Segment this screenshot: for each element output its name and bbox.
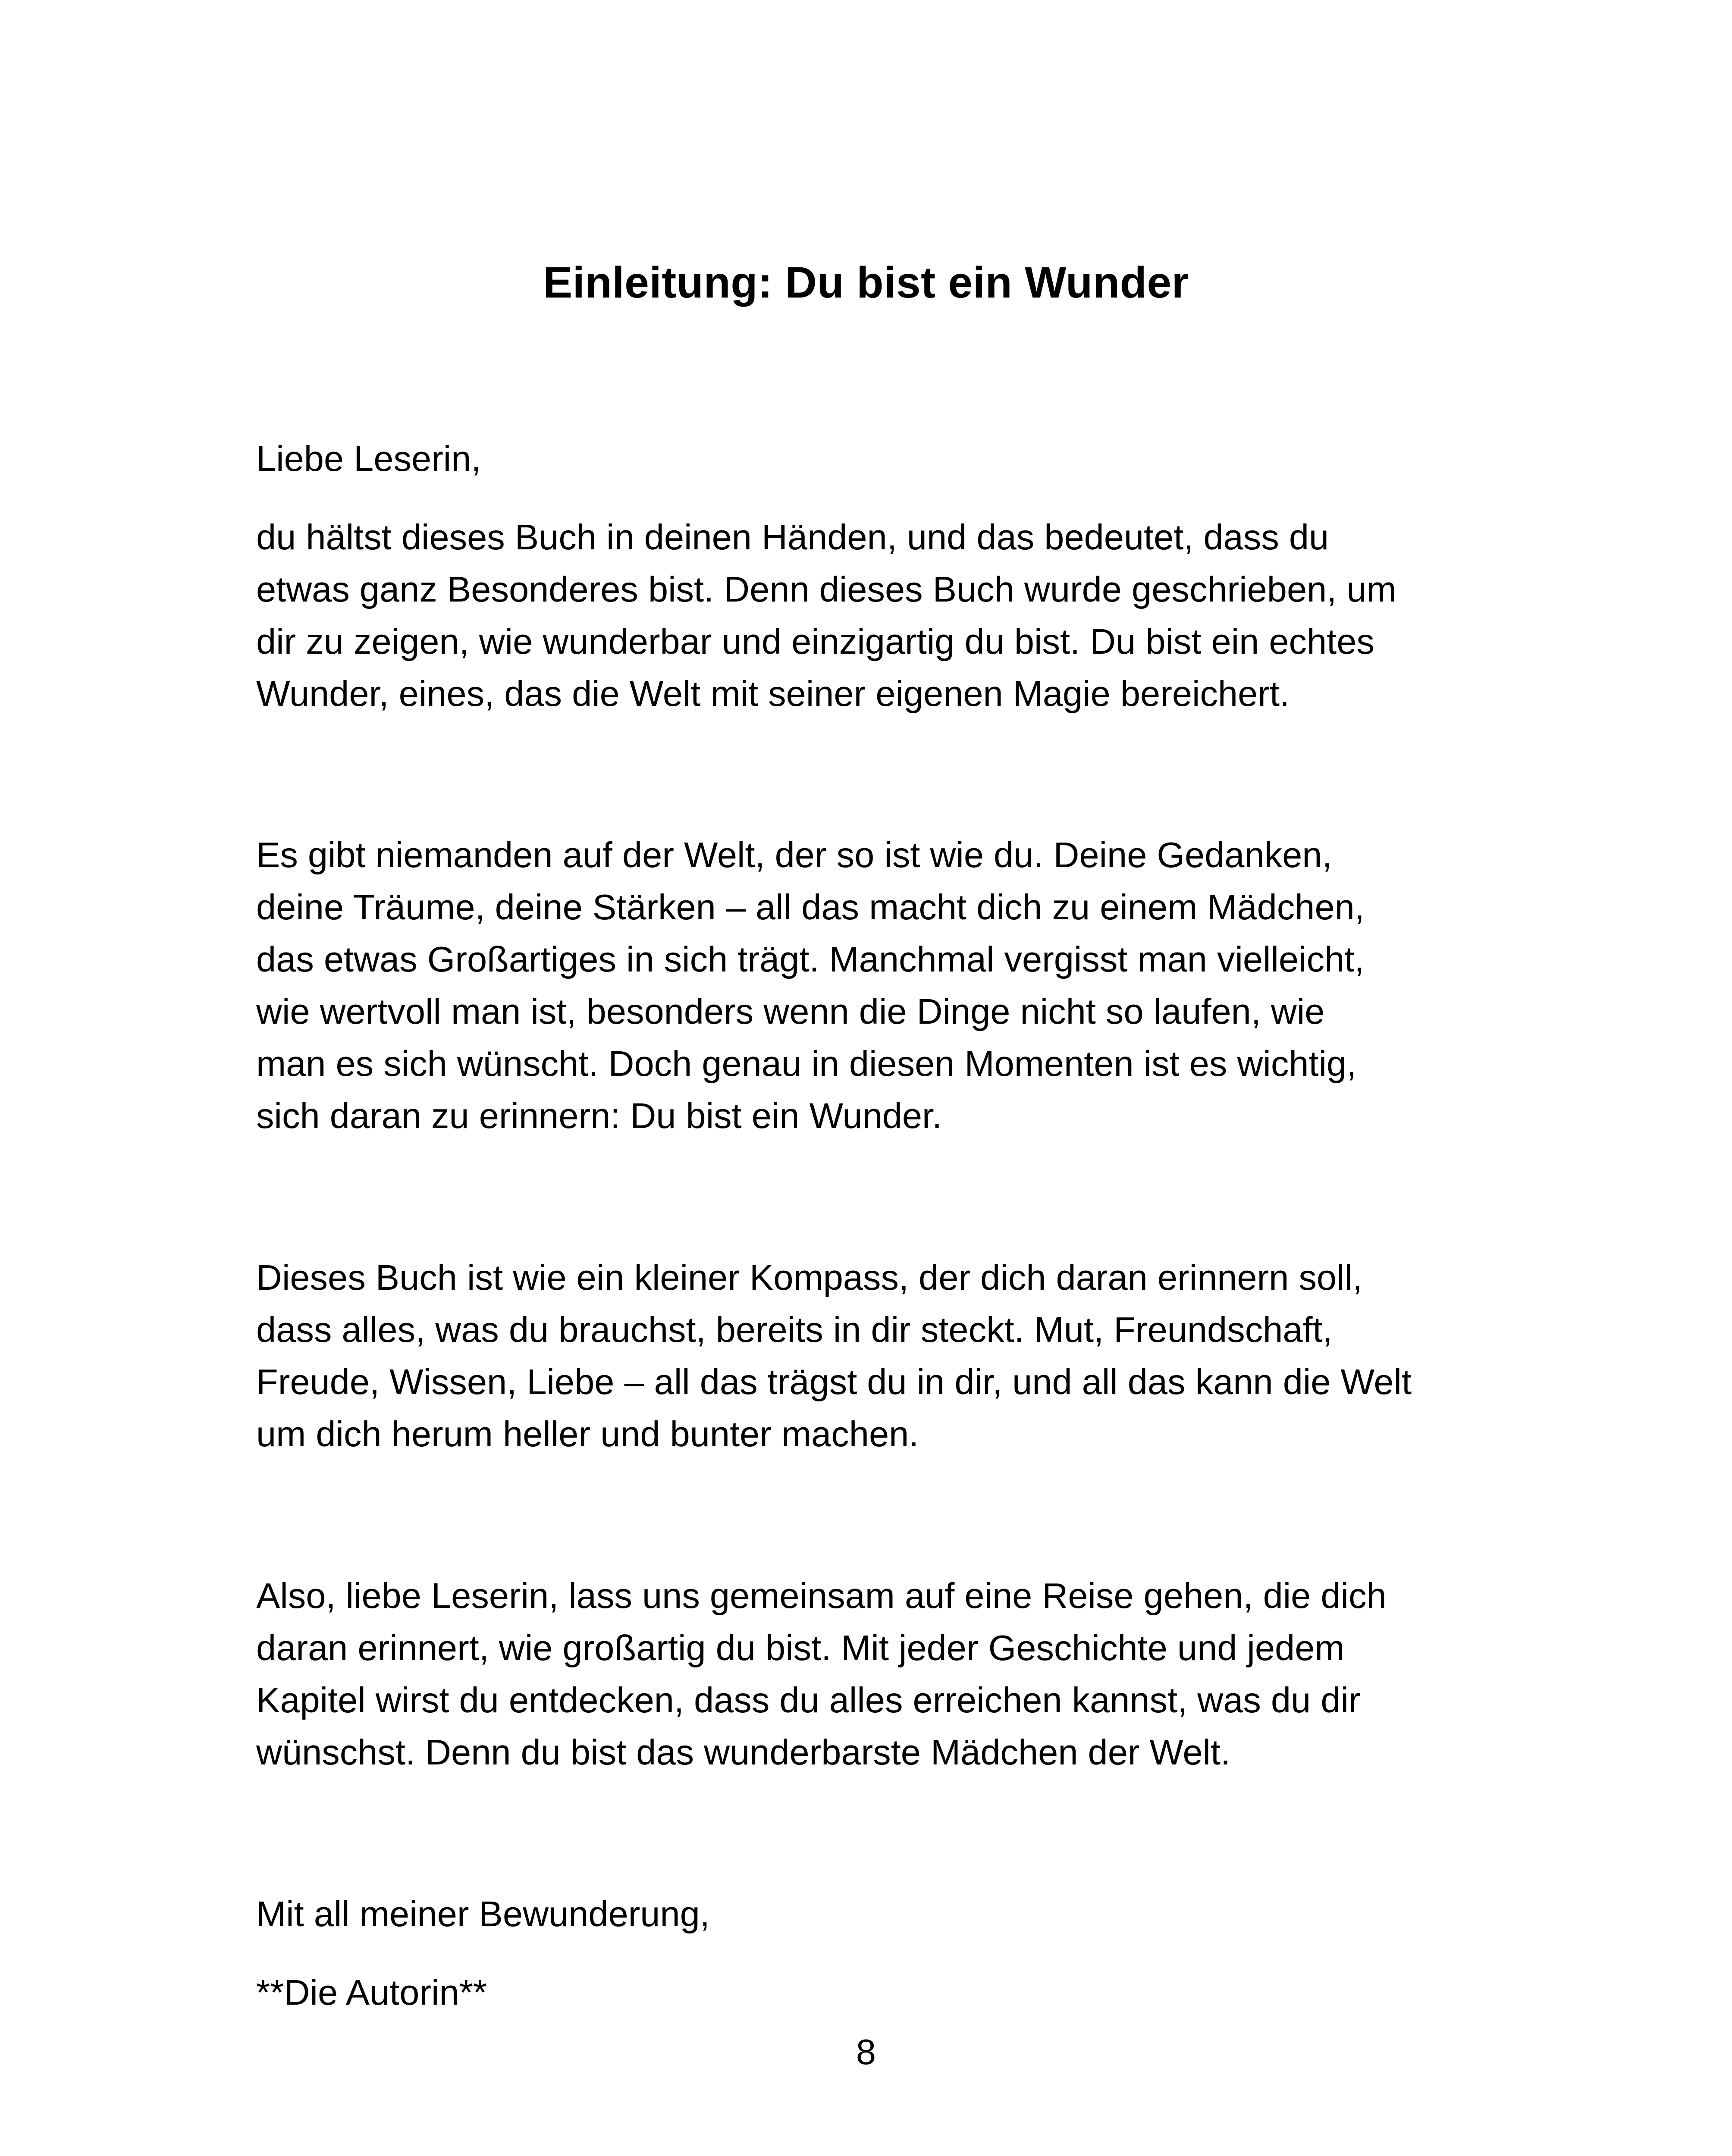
chapter-title: Einleitung: Du bist ein Wunder <box>543 258 1189 307</box>
paragraph-1 <box>256 511 1490 720</box>
paragraph-line: dass alles, was du brauchst, bereits in dir steckt. Mut, Freundschaft, <box>256 1310 1333 1350</box>
signature: **Die Autorin** <box>256 1972 487 2012</box>
paragraph-line: wie wertvoll man ist, besonders wenn die Dinge nicht so laufen, wie <box>256 991 1325 1031</box>
paragraph-line: wünschst. Denn du bist das wunderbarste Mädchen der Welt. <box>256 1732 1231 1772</box>
greeting: Liebe Leserin, <box>256 439 481 479</box>
paragraph-line: dir zu zeigen, wie wunderbar und einzigartig du bist. Du bist ein echtes <box>256 621 1374 661</box>
paragraph-line: Kapitel wirst du entdecken, dass du alles erreichen kannst, was du dir <box>256 1680 1361 1720</box>
paragraph-line: Es gibt niemanden auf der Welt, der so ist wie du. Deine Gedanken, <box>256 835 1332 875</box>
paragraph-line: daran erinnert, wie großartig du bist. Mit jeder Geschichte und jedem <box>256 1628 1345 1668</box>
paragraph-2 <box>256 829 1490 1142</box>
closing-line: Mit all meiner Bewunderung, <box>256 1894 710 1934</box>
paragraph-3 <box>256 1251 1490 1460</box>
paragraph-line: Also, liebe Leserin, lass uns gemeinsam auf eine Reise gehen, die dich <box>256 1576 1387 1616</box>
paragraph-line: Freude, Wissen, Liebe – all das trägst du in dir, und all das kann die Welt <box>256 1362 1412 1402</box>
paragraph-line: du hältst dieses Buch in deinen Händen, und das bedeutet, dass du <box>256 517 1329 557</box>
paragraph-line: um dich herum heller und bunter machen. <box>256 1414 919 1454</box>
paragraph-line: Wunder, eines, das die Welt mit seiner eigenen Magie bereichert. <box>256 674 1290 714</box>
paragraph-line: man es sich wünscht. Doch genau in diesen Momenten ist es wichtig, <box>256 1044 1357 1084</box>
paragraph-line: das etwas Großartiges in sich trägt. Manchmal vergisst man vielleicht, <box>256 939 1365 979</box>
paragraph-line: Dieses Buch ist wie ein kleiner Kompass, der dich daran erinnern soll, <box>256 1257 1363 1297</box>
page-number: 8 <box>856 2032 876 2072</box>
paragraph-line: deine Träume, deine Stärken – all das macht dich zu einem Mädchen, <box>256 887 1365 927</box>
paragraph-4 <box>256 1570 1490 1778</box>
paragraph-line: etwas ganz Besonderes bist. Denn dieses Buch wurde geschrieben, um <box>256 569 1396 609</box>
paragraph-line: sich daran zu erinnern: Du bist ein Wunder. <box>256 1096 942 1136</box>
